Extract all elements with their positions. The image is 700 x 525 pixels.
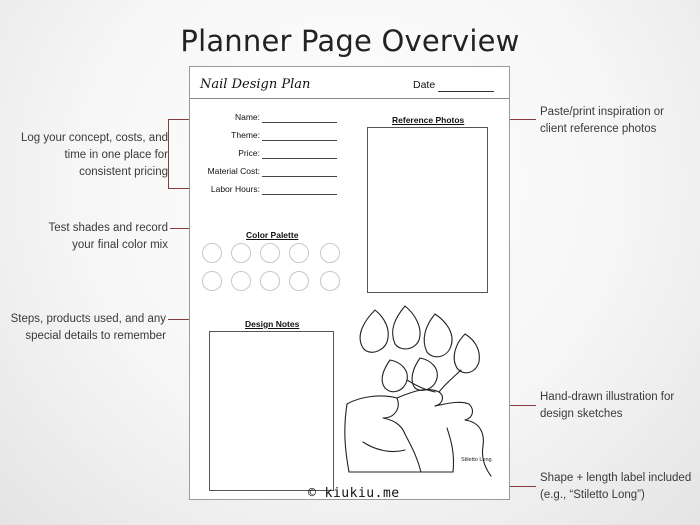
color-swatch xyxy=(320,243,340,263)
page-heading: Planner Page Overview xyxy=(180,24,520,58)
design-notes-label: Design Notes xyxy=(245,319,300,329)
color-swatch xyxy=(231,271,251,291)
copyright-text: © kiukiu.me xyxy=(308,486,400,501)
annotation-line: Hand-drawn illustration for xyxy=(540,391,675,403)
date-label: Date xyxy=(413,79,436,91)
annotation-line: your final color mix xyxy=(72,239,168,251)
color-swatch xyxy=(260,243,280,263)
annotation-concept xyxy=(10,130,168,181)
color-swatch xyxy=(202,243,222,263)
planner-title: Nail Design Plan xyxy=(200,77,311,92)
hand-illustration xyxy=(335,300,505,480)
header-divider xyxy=(190,98,509,99)
field-labor-hours-line xyxy=(262,194,337,195)
field-material-cost-label: Material Cost: xyxy=(207,166,260,176)
annotation-line: Steps, products used, and any xyxy=(10,313,166,325)
annotation-illustration xyxy=(540,389,690,423)
annotation-color xyxy=(10,220,168,254)
annotation-line: consistent pricing xyxy=(79,166,168,178)
field-price-label: Price: xyxy=(238,148,260,158)
reference-photos-box xyxy=(367,127,488,293)
annotation-line: Test shades and record xyxy=(48,222,168,234)
leader-line xyxy=(168,119,169,189)
color-swatch xyxy=(289,243,309,263)
field-price-line xyxy=(262,158,337,159)
reference-photos-label: Reference Photos xyxy=(392,115,465,125)
field-name-line xyxy=(262,122,337,123)
field-theme-label: Theme: xyxy=(231,130,260,140)
annotation-line: special details to remember xyxy=(25,330,166,342)
color-swatch xyxy=(320,271,340,291)
annotation-shape xyxy=(540,470,700,504)
color-palette-label: Color Palette xyxy=(246,230,299,240)
annotation-line: (e.g., “Stiletto Long”) xyxy=(540,489,645,501)
color-swatch xyxy=(202,271,222,291)
annotation-line: client reference photos xyxy=(540,123,657,135)
annotation-line: time in one place for xyxy=(64,149,168,161)
annotation-photos xyxy=(540,104,690,138)
annotation-line: Log your concept, costs, and xyxy=(20,132,168,144)
annotation-notes xyxy=(8,311,166,345)
date-line xyxy=(438,91,494,92)
nail-shape-label: Stiletto Long xyxy=(461,457,492,463)
field-labor-hours-label: Labor Hours: xyxy=(210,184,260,194)
design-notes-box xyxy=(209,331,334,491)
annotation-line: Paste/print inspiration or xyxy=(540,106,665,118)
annotation-line: design sketches xyxy=(540,408,623,420)
color-swatch xyxy=(260,271,280,291)
field-name-label: Name: xyxy=(234,112,260,122)
field-theme-line xyxy=(262,140,337,141)
annotation-line: Shape + length label included xyxy=(540,472,692,484)
color-swatch xyxy=(289,271,309,291)
color-swatch xyxy=(231,243,251,263)
field-material-cost-line xyxy=(262,176,337,177)
